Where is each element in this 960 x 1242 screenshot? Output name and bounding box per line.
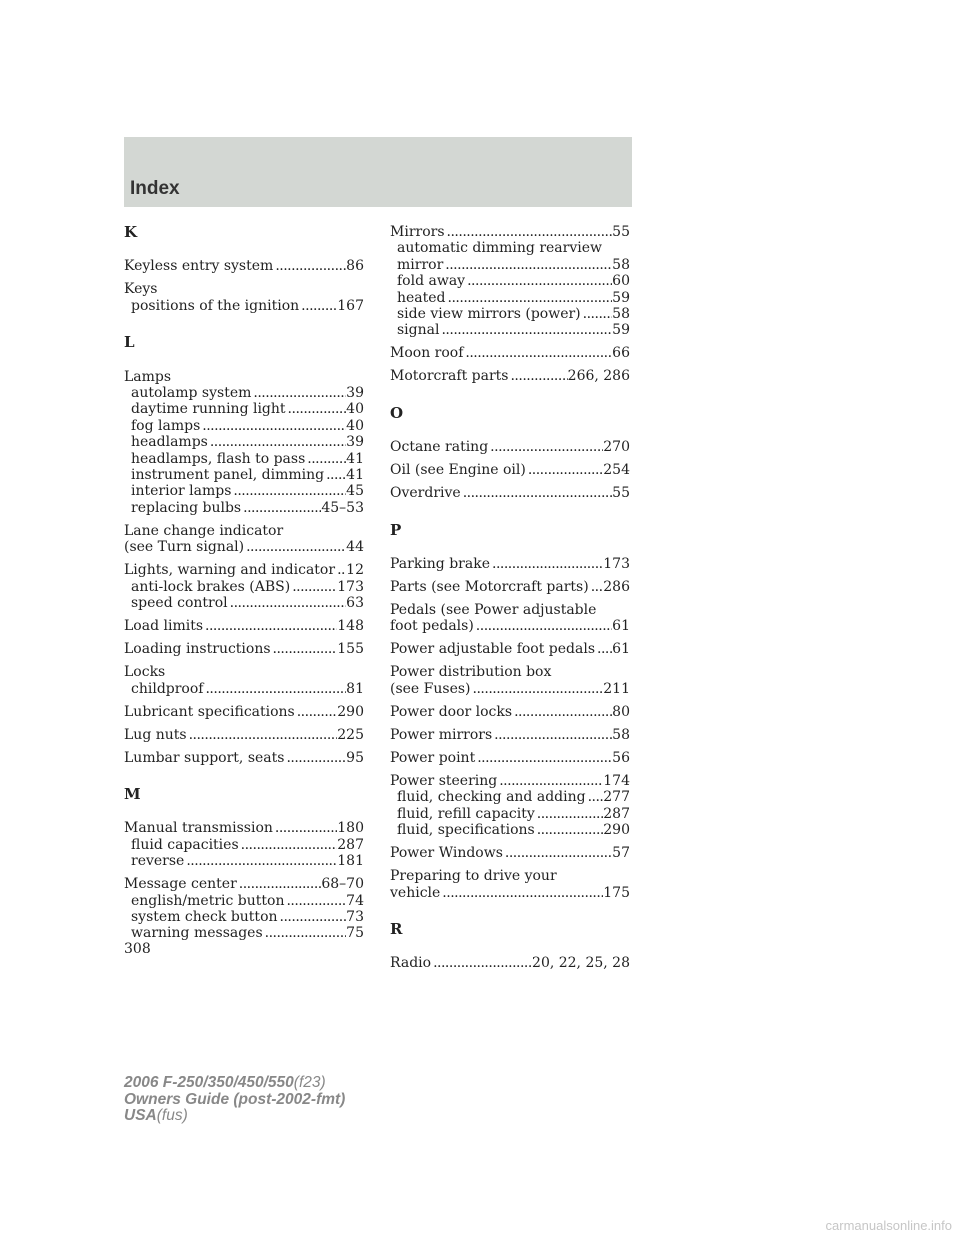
index-entry-line [390,845,630,861]
entry-text: speed control [131,595,228,612]
entry-text: Pedals (see Power adjustable [390,602,597,619]
entry-page-ref: 55 [612,485,630,502]
index-entry-line [390,556,630,572]
entry-page-ref: 56 [612,749,630,766]
entry-text: interior lamps [131,483,232,500]
entry-text: reverse [131,853,185,870]
entry-page-ref: 148 [337,618,364,635]
section-letter: M [124,784,141,803]
dot-leader [535,806,604,822]
index-subentry [390,240,630,256]
entry-text: system check button [131,908,278,925]
index-entry-line [390,773,630,789]
dot-leader [295,704,338,720]
entry-page-ref: 167 [337,297,364,314]
entry-text: automatic dimming rearview [397,240,603,257]
index-subentry [124,893,364,909]
index-subentry [124,401,364,417]
entry-page-ref: 211 [603,680,630,697]
index-entry [124,562,364,611]
index-entry [124,618,364,634]
dot-leader [589,579,604,595]
index-entry [124,523,364,556]
index-entry [124,258,364,274]
index-entry [390,224,630,339]
index-entry [390,868,630,901]
index-column-left [124,224,364,948]
entry-page-ref: 68–70 [321,876,364,893]
section-letter: O [390,403,404,422]
dot-leader [335,562,346,578]
dot-leader [244,539,346,555]
entry-text: Power door locks [390,703,513,720]
dot-leader [488,439,603,455]
entry-text: Lubricant specifications [124,703,295,720]
entry-text: Mirrors [390,224,445,240]
dot-leader [443,257,612,273]
entry-text: english/metric button [131,892,285,909]
entry-page-ref: 57 [612,845,630,862]
index-entry-line [124,281,364,297]
dot-leader [471,681,604,697]
index-entry-line [124,539,364,555]
dot-leader [286,401,347,417]
entry-text: Oil (see Engine oil) [390,462,526,479]
dot-leader [465,273,612,289]
entry-page-ref: 20, 22, 25, 28 [532,955,630,972]
entry-text: Lumbar support, seats [124,749,285,766]
entry-page-ref: 175 [603,884,630,901]
dot-leader [239,837,338,853]
section-letter: P [390,520,402,539]
entry-text: daytime running light [131,401,286,418]
dot-leader [497,773,603,789]
index-entry-line [390,750,630,766]
index-subentry [124,681,364,697]
entry-text: fluid, checking and adding [397,789,586,806]
dot-leader [490,556,603,572]
dot-leader [263,925,347,941]
entry-page-ref: 58 [612,256,630,273]
index-subentry [124,579,364,595]
entry-text: Parking brake [390,556,490,573]
index-entry [390,664,630,697]
entry-page-ref: 45 [346,483,364,500]
entry-page-ref: 12 [346,562,364,579]
page-title: Index [130,178,180,199]
index-subentry [124,451,364,467]
dot-leader [299,298,337,314]
entry-text: fluid, refill capacity [397,805,535,822]
index-entry [124,727,364,743]
dot-leader [463,345,612,361]
entry-text: headlamps, flash to pass [131,450,306,467]
entry-page-ref: 39 [346,434,364,451]
page-number: 308 [124,941,151,957]
index-entry-line [390,602,630,618]
dot-leader [228,595,347,611]
dot-leader [273,258,346,274]
dot-leader [305,451,346,467]
entry-page-ref: 61 [612,641,630,658]
index-entry-line [390,955,630,971]
dot-leader [503,845,612,861]
dot-leader [273,820,337,836]
entry-page-ref: 173 [337,578,364,595]
header-bar [124,137,632,207]
entry-page-ref: 39 [346,385,364,402]
index-entry [124,664,364,697]
index-entry-line [124,727,364,743]
entry-text: Octane rating [390,439,489,456]
entry-page-ref: 277 [603,789,630,806]
entry-text: Motorcraft parts [390,368,509,385]
footer-region: USA [124,1107,157,1124]
entry-page-ref: 60 [612,273,630,290]
index-subentry [390,273,630,289]
dot-leader [475,750,612,766]
entry-text: signal [397,322,440,339]
entry-text: (see Fuses) [390,680,471,697]
dot-leader [431,955,532,971]
index-entry-line [390,439,630,455]
index-entry [390,602,630,635]
index-entry [124,704,364,720]
index-subentry [124,483,364,499]
section-letter: L [124,333,135,352]
dot-leader [208,434,346,450]
index-entry-line [124,618,364,634]
index-entry [390,462,630,478]
dot-leader [278,909,347,925]
entry-page-ref: 40 [346,401,364,418]
entry-text: Radio [390,955,432,972]
entry-page-ref: 173 [603,556,630,573]
entry-text: Preparing to drive your [390,868,557,885]
entry-text: Lug nuts [124,726,187,743]
index-entry-line [390,485,630,501]
entry-text: autolamp system [131,385,252,402]
index-entry [124,641,364,657]
index-entry-line [390,462,630,478]
entry-page-ref: 59 [612,322,630,339]
index-subentry [124,595,364,611]
section-letter: R [390,919,403,938]
dot-leader [474,618,612,634]
entry-page-ref: 81 [346,680,364,697]
dot-leader [187,727,338,743]
entry-text: Message center [124,876,237,893]
index-entry [390,845,630,861]
dot-leader [581,306,613,322]
index-subentry [124,298,364,314]
dot-leader [241,500,321,516]
dot-leader [446,290,613,306]
index-entry-line [390,868,630,884]
index-entry-line [124,523,364,539]
entry-page-ref: 44 [346,539,364,556]
entry-text: Lights, warning and indicator [124,562,336,579]
index-entry-line [390,704,630,720]
index-entry [390,368,630,384]
index-entry-line [124,876,364,892]
dot-leader [535,822,604,838]
entry-text: Loading instructions [124,641,271,658]
entry-text: fluid capacities [131,836,239,853]
index-subentry [390,822,630,838]
entry-text: fold away [397,273,466,290]
entry-text: Power Windows [390,845,503,862]
entry-page-ref: 287 [337,836,364,853]
entry-page-ref: 41 [346,450,364,467]
entry-page-ref: 41 [346,467,364,484]
index-entry-line [390,664,630,680]
index-entry [390,773,630,839]
entry-page-ref: 59 [612,289,630,306]
index-subentry [390,306,630,322]
index-entry-line [124,664,364,680]
entry-page-ref: 287 [603,805,630,822]
entry-text: Power point [390,749,476,766]
entry-page-ref: 266, 286 [567,368,630,385]
index-entry [124,876,364,942]
index-entry [390,579,630,595]
dot-leader [200,418,346,434]
index-entry [390,556,630,572]
entry-text: Locks [124,664,166,681]
entry-text: heated [397,289,446,306]
index-subentry [124,853,364,869]
index-entry-line [390,579,630,595]
entry-page-ref: 45–53 [321,499,364,516]
entry-page-ref: 286 [603,579,630,596]
dot-leader [586,789,604,805]
dot-leader [271,641,338,657]
index-subentry [124,500,364,516]
entry-text: Moon roof [390,345,464,362]
dot-leader [231,483,346,499]
index-entry-line [124,641,364,657]
dot-leader [324,467,346,483]
index-entry [124,750,364,766]
entry-page-ref: 66 [612,345,630,362]
entry-text: Lamps [124,368,172,385]
entry-text: Power distribution box [390,664,552,681]
index-subentry [390,789,630,805]
entry-page-ref: 155 [337,641,364,658]
index-entry [390,439,630,455]
dot-leader [512,704,612,720]
entry-page-ref: 290 [603,822,630,839]
entry-text: childproof [131,680,204,697]
entry-page-ref: 180 [337,820,364,837]
index-entry [124,281,364,314]
entry-text: replacing bulbs [131,499,242,516]
entry-page-ref: 290 [337,703,364,720]
dot-leader [461,485,612,501]
entry-page-ref: 95 [346,749,364,766]
entry-text: Load limits [124,618,204,635]
entry-text: fog lamps [131,417,201,434]
footer [124,1075,345,1125]
footer-guide: Owners Guide (post-2002-fmt) [124,1090,346,1108]
index-subentry [390,806,630,822]
dot-leader [595,641,612,657]
dot-leader [439,322,612,338]
index-subentry [124,385,364,401]
dot-leader [251,385,346,401]
entry-text: fluid, specifications [397,822,535,839]
dot-leader [445,224,613,240]
entry-text: Parts (see Motorcraft parts) [390,579,589,596]
index-entry-line [124,820,364,836]
dot-leader [203,618,337,634]
entry-text: headlamps [131,434,208,451]
index-entry [390,641,630,657]
entry-page-ref: 61 [612,618,630,635]
entry-text: Overdrive [390,485,461,502]
index-entry-line [390,641,630,657]
entry-text: side view mirrors (power) [397,306,581,323]
dot-leader [290,579,337,595]
dot-leader [203,681,346,697]
entry-text: vehicle [390,884,441,901]
entry-page-ref: 63 [346,595,364,612]
index-subentry [124,909,364,925]
entry-page-ref: 181 [337,853,364,870]
entry-page-ref: 270 [603,439,630,456]
entry-text: positions of the ignition [131,297,300,314]
entry-page-ref: 74 [346,892,364,909]
index-subentry [124,418,364,434]
dot-leader [440,885,603,901]
index-entry [390,345,630,361]
footer-model: 2006 F-250/350/450/550 [124,1074,294,1091]
index-entry-line [124,258,364,274]
dot-leader [284,750,346,766]
entry-text: anti-lock brakes (ABS) [131,578,291,595]
entry-page-ref: 174 [603,772,630,789]
index-entry-line [390,618,630,634]
index-entry-line [390,345,630,361]
entry-page-ref: 73 [346,908,364,925]
index-entry [390,727,630,743]
entry-page-ref: 80 [612,703,630,720]
entry-text: (see Turn signal) [124,539,245,556]
entry-page-ref: 254 [603,462,630,479]
index-entry [124,820,364,869]
index-entry-line [124,369,364,385]
entry-page-ref: 40 [346,417,364,434]
watermark: carmanualsonline.info [825,1218,952,1233]
index-subentry [390,322,630,338]
index-entry-line [390,368,630,384]
index-subentry [390,290,630,306]
dot-leader [492,727,612,743]
index-entry-line [124,562,364,578]
index-entry [390,485,630,501]
dot-leader [526,462,603,478]
index-subentry [124,837,364,853]
entry-text: warning messages [131,925,263,942]
entry-text: Power mirrors [390,726,493,743]
section-letter: K [124,223,138,241]
entry-text: instrument panel, dimming [131,467,325,484]
dot-leader [184,853,337,869]
dot-leader [237,876,322,892]
index-entry-line [124,704,364,720]
index-subentry [124,467,364,483]
index-entry-line [124,750,364,766]
entry-text: foot pedals) [390,618,474,635]
entry-text: Manual transmission [124,820,273,837]
index-entry-line [390,681,630,697]
entry-page-ref: 58 [612,306,630,323]
entry-page-ref: 55 [612,224,630,240]
entry-text: Lane change indicator [124,522,284,539]
index-subentry [390,257,630,273]
entry-page-ref: 58 [612,726,630,743]
index-subentry [124,925,364,941]
index-entry-line [390,885,630,901]
index-subentry [124,434,364,450]
entry-text: Keyless entry system [124,258,274,275]
entry-page-ref: 75 [346,925,364,942]
index-entry-line [390,224,630,240]
footer-code: (f23) [293,1074,326,1091]
index-column-right [390,224,630,978]
index-entry [390,955,630,971]
index-entry [390,750,630,766]
index-entry [124,369,364,517]
index-entry-line [390,727,630,743]
index-entry [390,704,630,720]
footer-region-code: (fus) [156,1107,188,1124]
entry-page-ref: 225 [337,726,364,743]
entry-text: Keys [124,281,158,298]
entry-text: Power steering [390,772,498,789]
entry-page-ref: 86 [346,258,364,275]
entry-text: mirror [397,256,444,273]
dot-leader [508,368,567,384]
dot-leader [284,893,346,909]
entry-text: Power adjustable foot pedals [390,641,596,658]
